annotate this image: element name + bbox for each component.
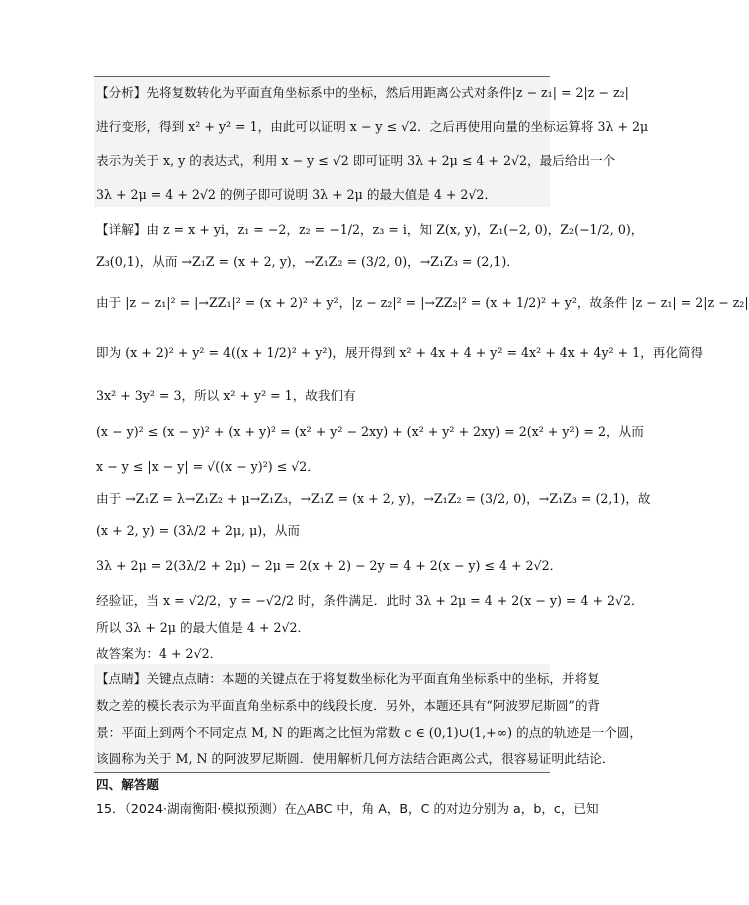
comment-line-2: 数之差的模长表示为平面直角坐标系中的线段长度．另外，本题还具有“阿波罗尼斯圆”的背 [96, 698, 601, 713]
question-15-line: 15．（2024·湖南衡阳·模拟预测）在△ABC 中，角 A，B，C 的对边分别为 a，b，c，已知 [96, 801, 599, 816]
analysis-line-1: 【分析】先将复数转化为平面直角坐标系中的坐标，然后用距离公式对条件|z − z₁| = 2|z − z₂| [96, 85, 629, 100]
analysis-line-3: 表示为关于 x, y 的表达式，利用 x − y ≤ √2 即可证明 3λ + 2μ ≤ 4 + 2√2，最后给出一个 [96, 153, 616, 168]
comment-line-1: 【点睛】关键点点睛：本题的关键点在于将复数坐标化为平面直角坐标系中的坐标，并将复 [96, 671, 600, 686]
detail-line-9: (x + 2, y) = (3λ/2 + 2μ, μ)，从而 [96, 523, 300, 538]
detail-line-12: 所以 3λ + 2μ 的最大值是 4 + 2√2． [96, 620, 311, 635]
detail-line-8: 由于 →Z₁Z = λ→Z₁Z₂ + μ→Z₁Z₃，→Z₁Z = (x + 2, y)，→Z₁Z₂ = (3/2, 0)，→Z₁Z₃ = (2,1)，故 [96, 491, 651, 506]
detail-line-11: 经验证，当 x = √2/2，y = −√2/2 时，条件满足．此时 3λ + 2μ = 4 + 2(x − y) = 4 + 2√2． [96, 593, 644, 608]
detail-line-10: 3λ + 2μ = 2(3λ/2 + 2μ) − 2μ = 2(x + 2) − 2y = 4 + 2(x − y) ≤ 4 + 2√2． [96, 558, 563, 573]
section-heading: 四、解答题 [96, 777, 159, 792]
comment-line-3: 景：平面上到两个不同定点 M, N 的距离之比恒为常数 c ∈ (0,1)∪(1,+∞) 的点的轨迹是一个圆， [96, 725, 643, 740]
detail-line-5: 3x² + 3y² = 3，所以 x² + y² = 1，故我们有 [96, 388, 356, 403]
analysis-line-4: 3λ + 2μ = 4 + 2√2 的例子即可说明 3λ + 2μ 的最大值是 4 + 2√2． [96, 187, 498, 202]
comment-line-4: 该圆称为关于 M, N 的阿波罗尼斯圆．使用解析几何方法结合距离公式，很容易证明此结论． [96, 751, 615, 766]
box-top-rule [94, 76, 550, 77]
detail-line-2: Z₃(0,1)，从而 →Z₁Z = (x + 2, y)，→Z₁Z₂ = (3/2, 0)，→Z₁Z₃ = (2,1)． [96, 254, 519, 269]
detail-line-4: 即为 (x + 2)² + y² = 4((x + 1/2)² + y²)，展开得到 x² + 4x + 4 + y² = 4x² + 4x + 4y² + 1，再化简得 [96, 345, 704, 360]
detail-line-3: 由于 |z − z₁|² = |→ZZ₁|² = (x + 2)² + y²，|z − z₂|² = |→ZZ₂|² = (x + 1/2)² + y²，故条件 |z − z₁| = 2|z − z₂| [96, 295, 749, 310]
detail-line-1: 【详解】由 z = x + yi，z₁ = −2，z₂ = −1/2，z₃ = i，知 Z(x, y)，Z₁(−2, 0)，Z₂(−1/2, 0)， [96, 222, 644, 237]
answer-line: 故答案为：4 + 2√2． [96, 646, 223, 661]
box-bottom-rule [94, 772, 550, 773]
detail-line-6: (x − y)² ≤ (x − y)² + (x + y)² = (x² + y² − 2xy) + (x² + y² + 2xy) = 2(x² + y²) = 2，从而 [96, 424, 644, 439]
analysis-line-2: 进行变形，得到 x² + y² = 1，由此可以证明 x − y ≤ √2．之后再使用向量的坐标运算将 3λ + 2μ [96, 119, 649, 134]
detail-line-7: x − y ≤ |x − y| = √((x − y)²) ≤ √2． [96, 459, 320, 474]
